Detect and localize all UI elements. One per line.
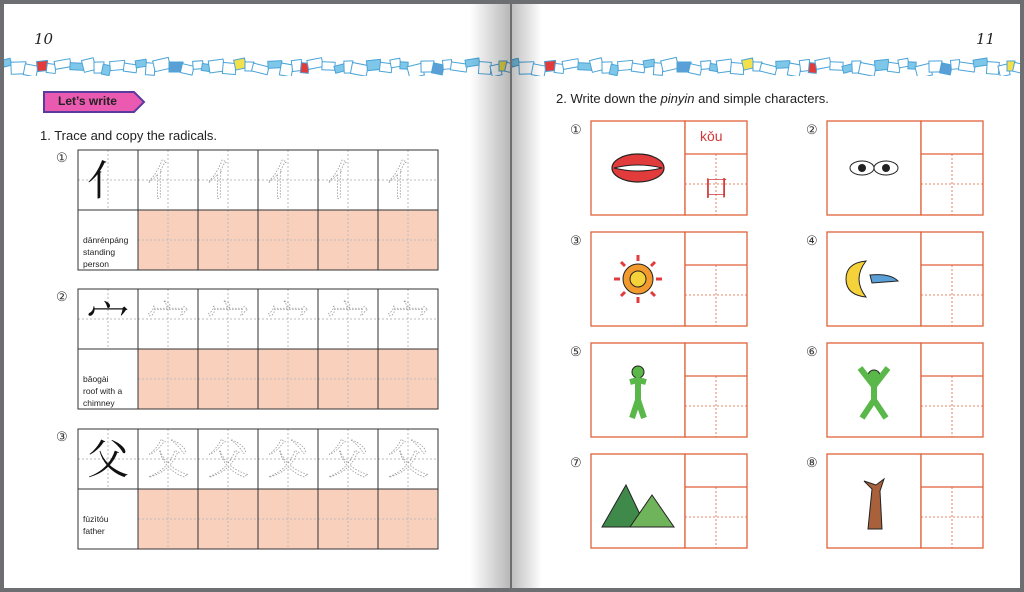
left-heading: 1. Trace and copy the radicals. — [40, 128, 218, 143]
trace-character: 父 — [266, 435, 310, 484]
radical-grid[interactable] — [76, 427, 440, 551]
radical-pinyin: bǎogài — [83, 374, 109, 384]
radical-pinyin: fùzìtóu — [83, 514, 109, 524]
row-number: ③ — [56, 429, 68, 444]
model-character: 宀 — [86, 295, 130, 344]
radical-label — [83, 234, 128, 270]
page-number-right: 11 — [976, 30, 996, 48]
trace-character: 宀 — [386, 295, 430, 344]
lets-write-label: Let’s write — [58, 94, 117, 108]
row-number: ① — [56, 150, 68, 165]
trace-character: 宀 — [206, 295, 250, 344]
radical-grid[interactable] — [76, 287, 440, 411]
picture-writing-box[interactable] — [826, 453, 986, 549]
radical-meaning: person — [83, 259, 109, 269]
model-character: 父 — [86, 435, 130, 484]
item-number: ④ — [806, 233, 818, 248]
radical-meaning: roof with a — [83, 386, 123, 396]
radical-label — [83, 513, 109, 537]
item-number: ③ — [570, 233, 582, 248]
radical-meaning: standing — [83, 247, 116, 257]
item-number: ⑧ — [806, 455, 818, 470]
trace-character: 父 — [206, 435, 250, 484]
trace-character: 宀 — [326, 295, 370, 344]
trace-character: 父 — [146, 435, 190, 484]
page-number-left: 10 — [34, 30, 54, 48]
item-number: ⑤ — [570, 344, 582, 359]
trace-character: 宀 — [146, 295, 190, 344]
right-heading: 2. Write down the pinyin and simple characters. — [556, 91, 829, 106]
picture-writing-box[interactable] — [826, 231, 986, 327]
radical-meaning: father — [83, 526, 105, 536]
trace-character: 父 — [386, 435, 430, 484]
picture-writing-box[interactable] — [590, 231, 750, 327]
item-number: ① — [570, 122, 582, 137]
item-number: ② — [806, 122, 818, 137]
model-character: 亻 — [86, 156, 130, 205]
trace-character: 亻 — [206, 156, 250, 205]
radical-grid[interactable] — [76, 148, 440, 272]
radical-label — [83, 373, 122, 409]
trace-character: 亻 — [146, 156, 190, 205]
trace-character: 亻 — [326, 156, 370, 205]
answer-character: 口 — [703, 174, 730, 204]
picture-writing-box[interactable] — [826, 120, 986, 216]
left-page — [4, 4, 510, 588]
trace-character: 亻 — [266, 156, 310, 205]
radical-meaning: chimney — [83, 398, 115, 408]
answer-pinyin: kǒu — [700, 128, 723, 144]
picture-writing-box[interactable] — [826, 342, 986, 438]
trace-character: 亻 — [386, 156, 430, 205]
trace-character: 父 — [326, 435, 370, 484]
picture-writing-box[interactable] — [590, 342, 750, 438]
trace-character: 宀 — [266, 295, 310, 344]
item-number: ⑦ — [570, 455, 582, 470]
decorative-ribbon-left — [4, 56, 510, 76]
item-number: ⑥ — [806, 344, 818, 359]
right-page — [512, 4, 1020, 588]
radical-pinyin: dānrénpáng — [83, 235, 129, 245]
row-number: ② — [56, 289, 68, 304]
picture-writing-box[interactable] — [590, 453, 750, 549]
lips-icon — [612, 154, 664, 182]
decorative-ribbon-right — [512, 56, 1020, 76]
